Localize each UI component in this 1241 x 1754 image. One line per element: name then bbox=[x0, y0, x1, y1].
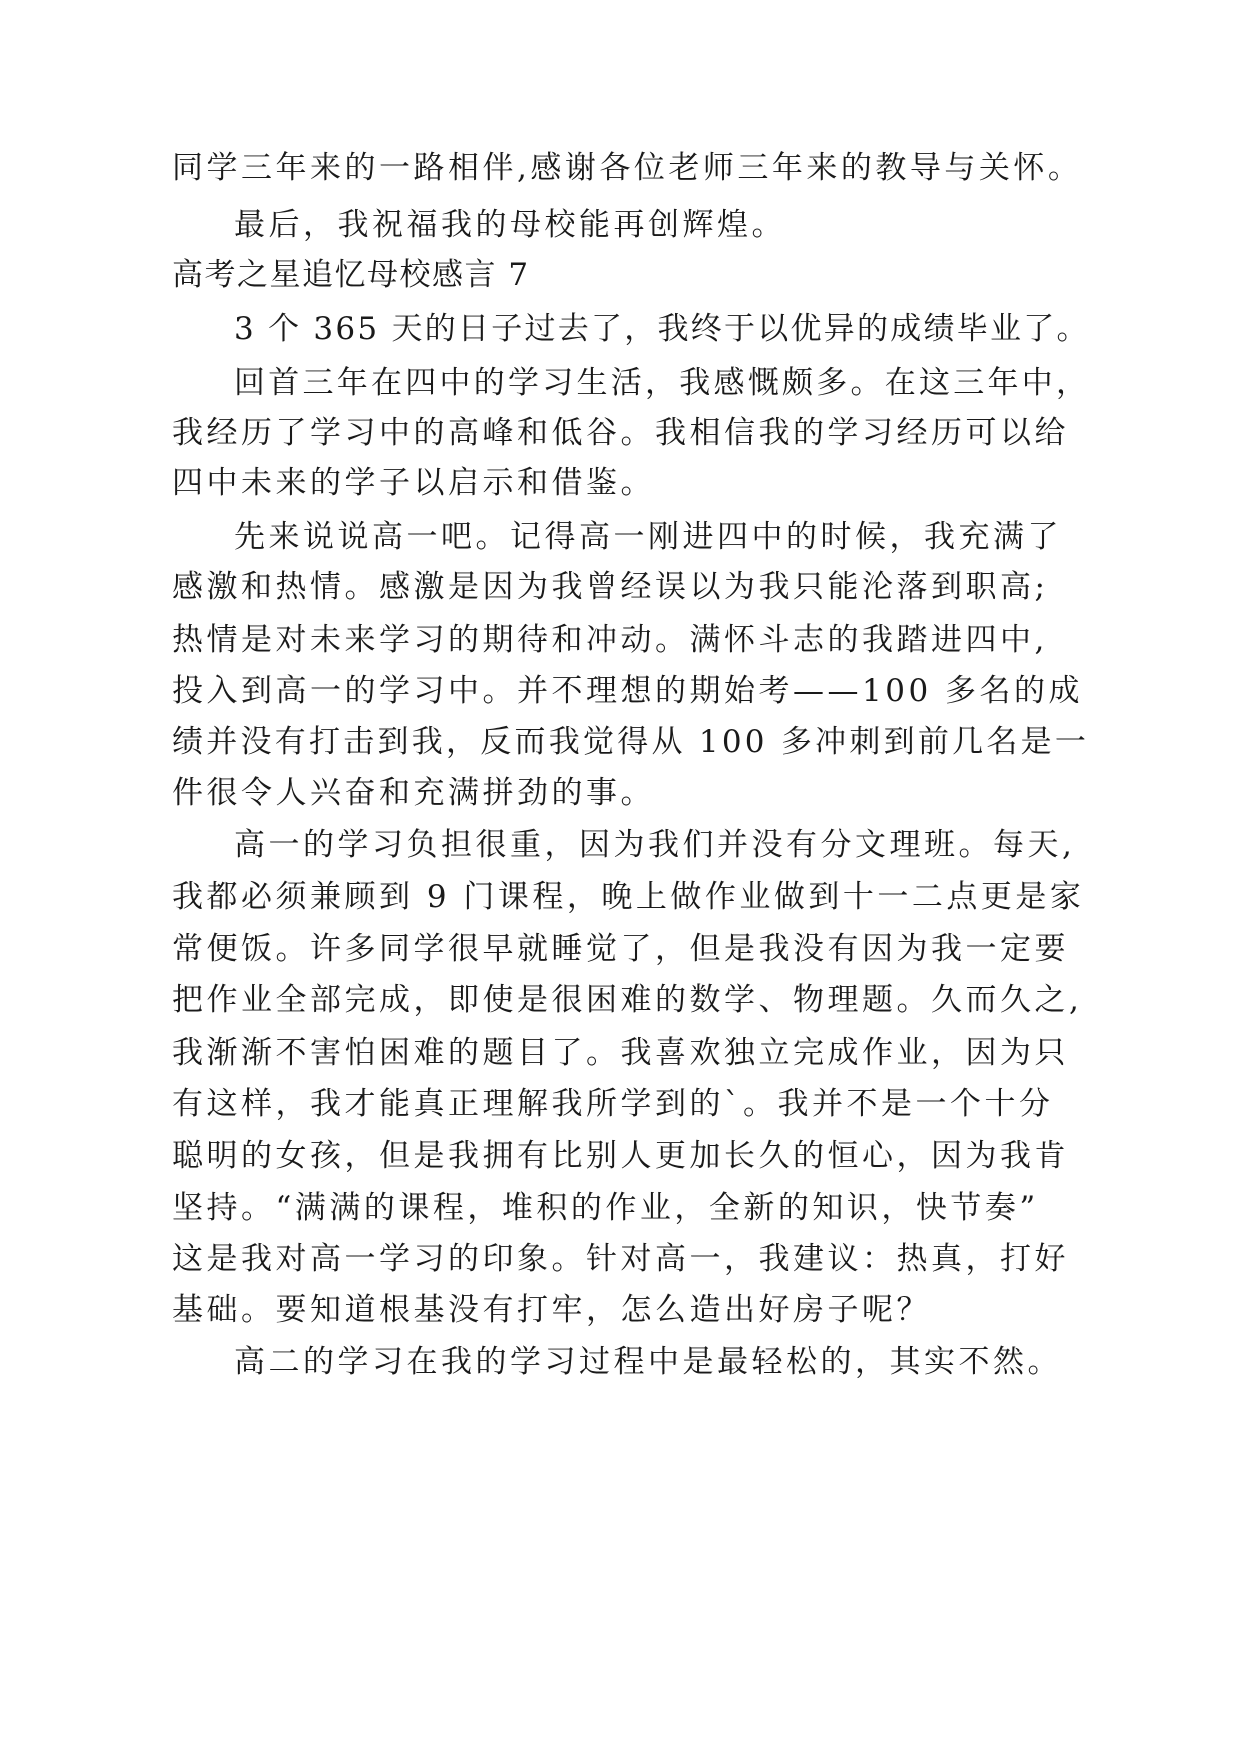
text-line: 件很令人兴奋和充满拼劲的事。 bbox=[172, 775, 655, 811]
text-line: 我经历了学习中的高峰和低谷。我相信我的学习经历可以给 bbox=[172, 415, 1069, 451]
text-line: 常便饭。许多同学很早就睡觉了，但是我没有因为我一定要 bbox=[172, 931, 1069, 967]
text-line: 这是我对高一学习的印象。针对高一，我建议：热真，打好 bbox=[172, 1241, 1069, 1277]
text-line: 同学三年来的一路相伴,感谢各位老师三年来的教导与关怀。 bbox=[172, 150, 1083, 186]
text-line: 感激和热情。感激是因为我曾经误以为我只能沦落到职高; bbox=[172, 569, 1049, 605]
text-line: 把作业全部完成，即使是很困难的数学、物理题。久而久之, bbox=[172, 982, 1083, 1018]
text-line: 最后，我祝福我的母校能再创辉煌。 bbox=[234, 207, 786, 243]
text-line: 聪明的女孩，但是我拥有比别人更加长久的恒心，因为我肯 bbox=[172, 1138, 1069, 1174]
text-line: 高一的学习负担很重，因为我们并没有分文理班。每天, bbox=[234, 827, 1076, 863]
text-line: 热情是对未来学习的期待和冲动。满怀斗志的我踏进四中, bbox=[172, 622, 1048, 658]
text-line: 先来说说高一吧。记得高一刚进四中的时候，我充满了 bbox=[234, 519, 1062, 555]
text-line: 四中未来的学子以启示和借鉴。 bbox=[172, 465, 655, 501]
text-line: 我渐渐不害怕困难的题目了。我喜欢独立完成作业，因为只 bbox=[172, 1035, 1069, 1071]
text-line: 有这样，我才能真正理解我所学到的`。我并不是一个十分 bbox=[172, 1086, 1054, 1122]
text-line: 投入到高一的学习中。并不理想的期始考——100 多名的成 bbox=[172, 673, 1084, 709]
text-line: 基础。要知道根基没有打牢，怎么造出好房子呢？ bbox=[172, 1292, 931, 1328]
section-heading: 高考之星追忆母校感言 7 bbox=[172, 257, 530, 293]
text-line: 3 个 365 天的日子过去了，我终于以优异的成绩毕业了。 bbox=[234, 311, 1090, 347]
text-line: 高二的学习在我的学习过程中是最轻松的，其实不然。 bbox=[234, 1344, 1062, 1380]
text-line: 我都必须兼顾到 9 门课程，晚上做作业做到十一二点更是家 bbox=[172, 879, 1085, 915]
text-line: 坚持。“满满的课程，堆积的作业，全新的知识，快节奏” bbox=[172, 1190, 1039, 1226]
text-line: 回首三年在四中的学习生活，我感慨颇多。在这三年中， bbox=[234, 365, 1091, 401]
text-line: 绩并没有打击到我，反而我觉得从 100 多冲刺到前几名是一 bbox=[172, 724, 1090, 760]
